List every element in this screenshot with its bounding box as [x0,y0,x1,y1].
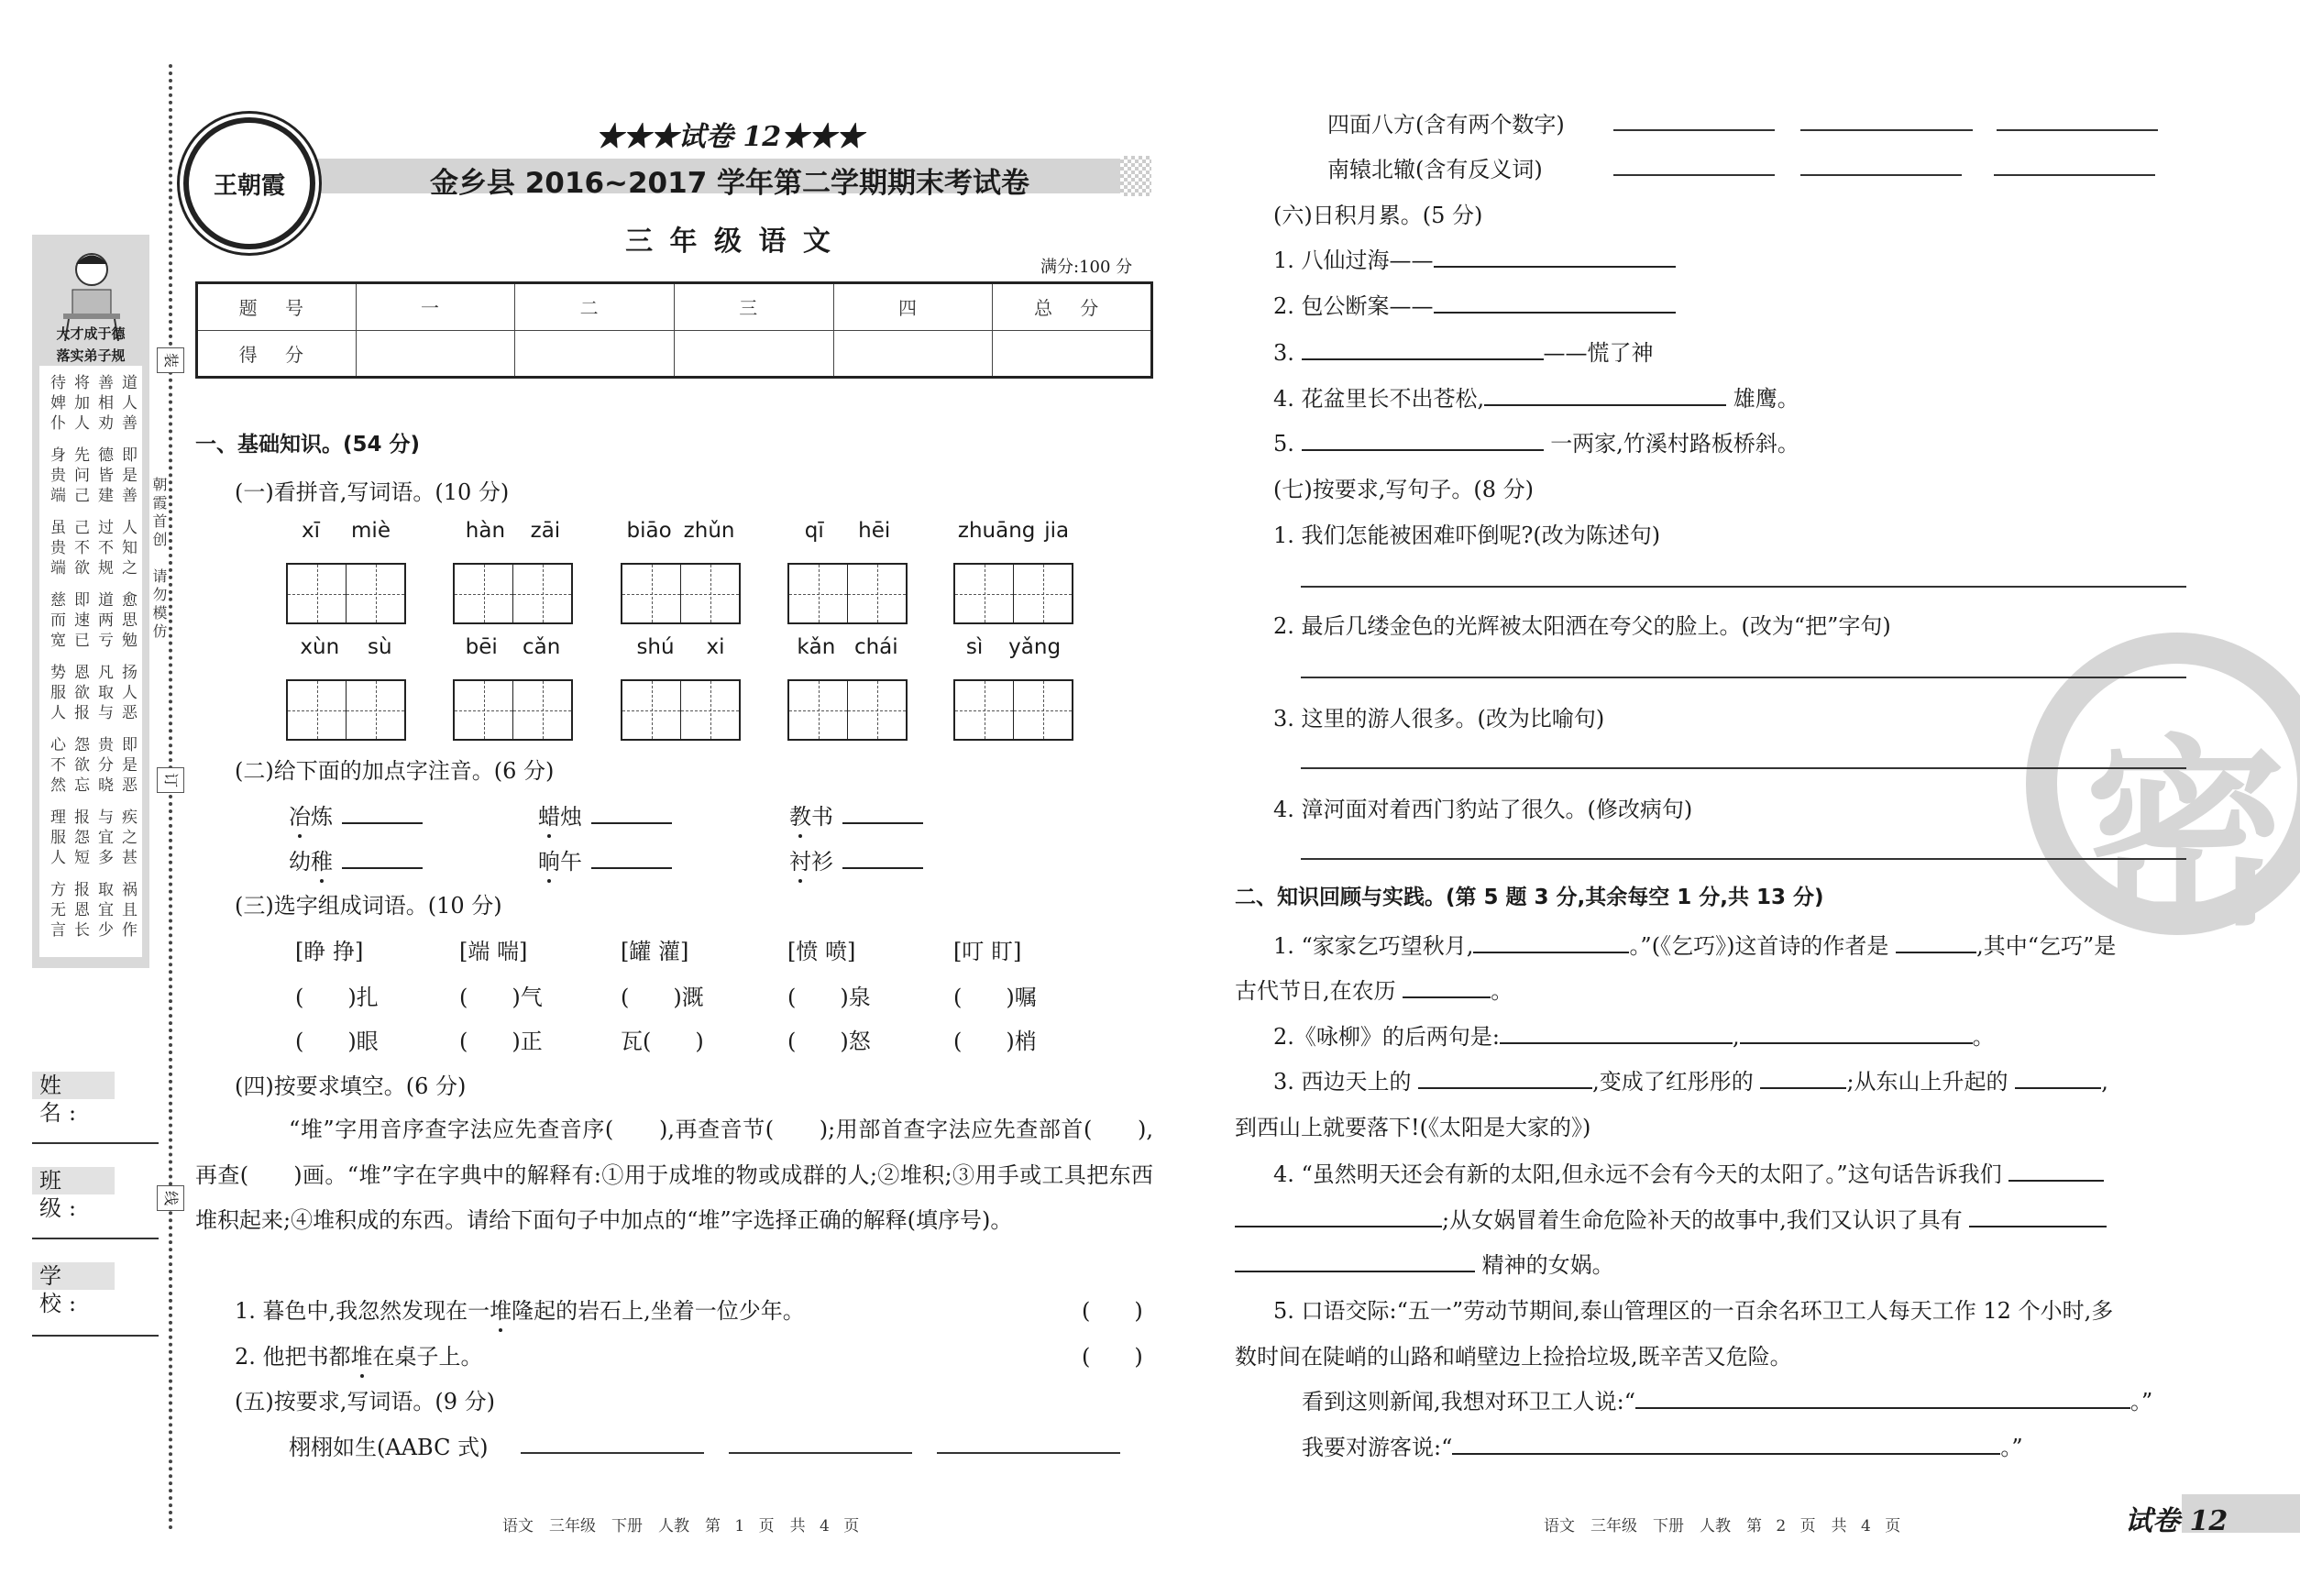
q-text: 5. [1273,431,1294,457]
pinyin-syllable: xi [706,635,725,659]
part2-heading: 二、知识回顾与实践。(第 5 题 3 分,其余每空 1 分,共 13 分) [1235,886,1824,909]
part2-q1-cont [1235,973,1513,1005]
answer-blank[interactable] [591,804,672,824]
answer-blank[interactable] [842,849,923,869]
poem-row: 慈即道愈 [50,591,146,610]
score-input-cell[interactable] [674,330,833,378]
word-char: 衬 [789,843,811,875]
poem-row: 而速两思 [50,611,146,630]
sentence-task-2: 2. 最后几缕金色的光辉被太阳洒在夸父的脸上。(改为“把”字句) [1273,613,1891,639]
word-blank[interactable]: ( )泉 [787,985,871,1010]
school-field[interactable] [32,1335,159,1337]
part2-q4-cont2 [1235,1247,1614,1279]
q-text: 精神的女娲。 [1481,1252,1614,1278]
word-blank[interactable]: ( )扎 [295,985,379,1010]
writing-grid[interactable] [787,563,908,624]
char-choice-group: [叮 盯] [953,939,1022,964]
word-blank[interactable]: ( )嘱 [953,985,1037,1010]
score-table-score-row [197,330,1152,378]
answer-blank[interactable] [1302,431,1544,451]
word-blank[interactable]: ( )溉 [621,985,704,1010]
poem-row: 虽己过人 [50,519,146,537]
side-motto-2: 落实弟子规 [56,347,126,364]
word-char: 冶 [289,798,311,831]
answer-line[interactable] [1301,586,2186,588]
phonetic-item [289,843,423,875]
part2-q5-cont: 数时间在陡峭的山路和峭壁边上捡拾垃圾,既辛苦又危险。 [1235,1344,1792,1370]
phonetic-item [789,798,923,831]
word-char: 炼 [311,804,333,830]
writing-grid[interactable] [953,563,1073,624]
q-text: 3. 西边天上的 [1273,1069,1412,1095]
answer-blank[interactable] [1473,933,1629,953]
pinyin-group [453,635,573,741]
exam-title: 金乡县 2016~2017 学年第二学期期末考试卷 [429,167,1030,200]
writing-cell[interactable] [955,681,1014,739]
writing-cell[interactable] [513,681,571,739]
answer-blank[interactable] [1434,248,1676,268]
side-poem [39,366,146,957]
idiom-item-2 [1273,288,1676,320]
writing-cell[interactable] [1014,681,1072,739]
idiom-item-4 [1273,380,1799,413]
score-input-cell[interactable] [515,330,675,378]
part2-q5: 5. 口语交际:“五一”劳动节期间,泰山管理区的一百余名环卫工人每天工作 12 个小时,多 [1273,1298,2114,1324]
word-blank[interactable]: 瓦( ) [621,1029,704,1054]
poem-row: 无恩宜且 [50,901,146,919]
poem-row: 仆人劝善 [50,414,146,433]
pinyin-syllable: yǎng [1008,635,1062,659]
word-prompt: 南辕北辙(含有反义词) [1327,157,1543,182]
q-text: 看到这则新闻,我想对环卫工人说:“ [1302,1389,1635,1414]
section4-question-2 [235,1338,483,1370]
table-cell: 得 分 [197,330,357,378]
pinyin-label [453,519,573,543]
answer-blank[interactable] [1484,386,1726,406]
q-text: 古代节日,在农历 [1235,978,1396,1004]
name-field[interactable] [32,1142,159,1144]
paper-number: ★★★试卷 12★★★ [595,121,864,153]
pinyin-syllable: miè [351,519,391,543]
part2-q5-tourists [1302,1429,2023,1461]
pinyin-label [787,635,908,659]
part2-q3 [1273,1063,2108,1095]
answer-blank[interactable] [1418,1069,1592,1089]
answer-blank[interactable] [591,849,672,869]
name-label: 姓 名: [32,1072,115,1099]
pinyin-syllable: shú [636,635,675,659]
answer-blank[interactable] [1969,1207,2107,1227]
writing-cell[interactable] [955,565,1014,622]
section5-heading: (五)按要求,写词语。(9 分) [235,1389,495,1414]
char-choice-group: [端 喘] [459,939,528,964]
char-choice-group: [愤 喷] [787,939,856,964]
writing-grid[interactable] [453,563,573,624]
pinyin-syllable: chái [853,635,898,659]
word-char: 幼 [289,849,311,875]
pinyin-group [621,519,741,624]
binding-mark-xian: 线 [157,1185,184,1211]
writing-grid[interactable] [453,679,573,741]
corner-paper-number: 试卷 12 [2125,1505,2228,1537]
word-char: 衫 [811,849,833,875]
answer-line[interactable] [1800,129,1973,131]
class-field[interactable] [32,1238,159,1239]
table-cell: 总 分 [993,283,1152,331]
q-text: , [2101,1069,2108,1095]
exam-subtitle: 三 年 级 语 文 [625,226,834,258]
q-text: ——慌了神 [1543,340,1654,366]
q-text: 。 [1972,1024,1995,1050]
poem-row: 然忘晓恶 [50,776,146,795]
answer-paren[interactable]: ( ) [1082,1344,1143,1370]
pinyin-label [286,635,406,659]
score-table [195,281,1153,379]
q-text: 。 [1491,978,1513,1004]
q-text: 一两家,竹溪村路板桥斜。 [1550,431,1799,457]
pinyin-group [453,519,573,624]
poem-row: 婢加相人 [50,394,146,413]
poem-row: 贵不不知 [50,539,146,557]
writing-cell[interactable] [848,681,906,739]
table-cell: 题 号 [197,283,357,331]
pinyin-syllable: zāi [530,519,561,543]
writing-grid[interactable] [787,679,908,741]
q-text: 1. 八仙过海—— [1273,248,1434,273]
q-text: 隆起的岩石上,坐着一位少年。 [512,1298,805,1324]
score-input-cell[interactable] [833,330,993,378]
section2-heading: (二)给下面的加点字注音。(6 分) [235,758,555,784]
word-blank[interactable]: ( )正 [459,1029,543,1054]
q-text: , [1732,1024,1740,1050]
score-table-header-row [197,283,1152,331]
writing-cell[interactable] [347,565,404,622]
pinyin-syllable: bēi [465,635,498,659]
writing-grid[interactable] [286,679,406,741]
sentence-task-3: 3. 这里的游人很多。(改为比喻句) [1273,706,1605,732]
writing-cell[interactable] [455,681,513,739]
table-cell: 四 [833,283,993,331]
table-cell: 三 [674,283,833,331]
binding-mark-ding: 订 [157,767,184,793]
writing-cell[interactable] [681,681,739,739]
section6-heading: (六)日积月累。(5 分) [1273,203,1483,228]
dotted-char: 堆 [351,1338,373,1370]
full-score: 满分:100 分 [1040,258,1133,277]
word-prompt: 栩栩如生(AABC 式) [289,1435,489,1460]
q-text: 我要对游客说:“ [1302,1435,1453,1460]
pinyin-group [286,519,406,624]
writing-cell[interactable] [347,681,404,739]
pinyin-label [787,519,908,543]
writing-cell[interactable] [455,565,513,622]
q-text: 1. “家家乞巧望秋月, [1273,933,1474,959]
pinyin-label [453,635,573,659]
q-text: 。” [2129,1389,2153,1414]
binding-mark-zhuang: 装 [157,347,184,373]
section4-question-1 [235,1293,805,1325]
pinyin-label [621,635,741,659]
pinyin-syllable: zhǔn [683,519,735,543]
writing-grid[interactable] [953,679,1073,741]
poem-row: 身先德即 [50,446,146,465]
poem-block [50,373,146,434]
answer-blank[interactable] [1452,1435,2000,1455]
writing-cell[interactable] [622,565,681,622]
writing-cell[interactable] [622,681,681,739]
poem-row: 人报与恶 [50,704,146,722]
class-label: 班 级: [32,1167,115,1194]
score-input-cell[interactable] [993,330,1152,378]
q-text: 4. 花盆里长不出苍松, [1273,386,1485,412]
answer-line[interactable] [521,1452,704,1454]
dotted-char: 堆 [490,1293,512,1325]
pinyin-syllable: xī [302,519,321,543]
poem-block [50,590,146,651]
poem-row: 方报取祸 [50,881,146,899]
poem-row: 服怨宜之 [50,829,146,847]
answer-blank[interactable] [342,804,423,824]
answer-blank[interactable] [342,849,423,869]
writing-cell[interactable] [288,681,347,739]
poem-block [50,446,146,506]
answer-line[interactable] [1613,174,1775,176]
writing-cell[interactable] [681,565,739,622]
binding-dotted-line [169,64,172,1531]
part2-q1 [1273,928,2116,960]
score-input-cell[interactable] [356,330,515,378]
pinyin-label [286,519,406,543]
word-char: 稚 [311,843,333,875]
pinyin-syllable: xùn [300,635,340,659]
school-label: 学 校: [32,1262,115,1290]
pinyin-syllable: hēi [858,519,891,543]
poem-row: 心怨贵即 [50,736,146,754]
section4-paragraph: “堆”字用音序查字法应先查音序( ),再查音节( );用部首查字法应先查部首( ),再查( )画。“堆”字在字典中的解释有:①用于成堆的物或成群的人;②堆积;③用手或工具把东西堆积起来;④堆积成的东西。请给下面句子中加点的“堆”字选择正确的解释(填序号)。 [195,1117,1153,1233]
answer-blank[interactable] [1235,1207,1442,1227]
footer-page-2: 语文 三年级 下册 人教 第 2 页 共 4 页 [1544,1517,1901,1535]
poem-row: 宽已亏勉 [50,632,146,650]
q-text: ,其中“乞巧”是 [1976,933,2117,959]
poem-row: 理报与疾 [50,809,146,827]
answer-blank[interactable] [1760,1069,1846,1089]
poem-row: 贵问皆是 [50,467,146,485]
answer-line[interactable] [1997,129,2158,131]
table-cell: 一 [356,283,515,331]
answer-line[interactable] [1301,858,2186,860]
q-text: 2. 包公断案—— [1273,293,1434,319]
part2-q2 [1273,1018,1995,1051]
sentence-task-4: 4. 漳河面对着西门豹站了很久。(修改病句) [1273,797,1693,822]
word-blank[interactable]: ( )眼 [295,1029,379,1054]
answer-blank[interactable] [1434,293,1676,314]
writing-cell[interactable] [288,565,347,622]
section1-heading: (一)看拼音,写词语。(10 分) [235,479,510,505]
poem-block [50,880,146,941]
pinyin-group [787,519,908,624]
pinyin-group [953,635,1073,741]
pinyin-group [953,519,1073,624]
q-text: 雄鹰。 [1733,386,1799,412]
part2-q5-workers [1302,1383,2152,1415]
pinyin-syllable: zhuāng [957,519,1036,543]
writing-cell[interactable] [1014,565,1072,622]
phonetic-item [538,843,672,875]
pinyin-label [621,519,741,543]
answer-paren[interactable]: ( ) [1082,1298,1143,1324]
word-char: 蜡 [538,798,560,831]
phonetic-item [289,798,423,831]
answer-blank[interactable] [1302,340,1544,360]
section7-heading: (七)按要求,写句子。(8 分) [1273,477,1534,502]
q-text: 2. 他把书都 [235,1344,351,1370]
writing-cell[interactable] [789,565,848,622]
q-text: 1. 暮色中,我忽然发现在一 [235,1298,490,1324]
poem-block [50,663,146,723]
q-text: 。” [2000,1435,2023,1460]
char-choice-group: [睁 挣] [295,939,364,964]
idiom-item-1 [1273,242,1676,274]
answer-blank[interactable] [1500,1024,1733,1044]
word-char: 书 [811,804,833,830]
part2-q4-cont [1235,1202,2107,1234]
q-text: ,变成了红彤彤的 [1592,1069,1754,1095]
side-motto-1: 大才成于德 [56,325,126,342]
writing-grid[interactable] [621,679,741,741]
idiom-item-3 [1273,335,1654,367]
pinyin-group [286,635,406,741]
word-char: 晌 [538,843,560,875]
answer-blank[interactable] [1635,1389,2130,1409]
side-vertical-note: 朝霞首创 请勿模仿 [150,477,168,642]
answer-blank[interactable] [2008,1161,2104,1182]
word-prompt: 四面八方(含有两个数字) [1327,112,1565,138]
pinyin-syllable: hàn [465,519,506,543]
q-text: 。”(《乞巧》)这首诗的作者是 [1629,933,1889,959]
poem-row: 端己建善 [50,487,146,505]
pinyin-syllable: cǎn [523,635,561,659]
answer-blank[interactable] [1235,1252,1475,1272]
part1-heading: 一、基础知识。(54 分) [195,433,421,457]
poem-block [50,735,146,796]
answer-blank[interactable] [2015,1069,2101,1089]
word-blank[interactable]: ( )梢 [953,1029,1037,1054]
part2-q3-cont: 到西山上就要落下!(《太阳是大家的》) [1235,1115,1591,1140]
word-blank[interactable]: ( )怒 [787,1029,871,1054]
phonetic-item [789,843,923,875]
publisher-logo [183,117,315,249]
answer-line[interactable] [1994,174,2155,176]
pinyin-syllable: kǎn [797,635,836,659]
answer-blank[interactable] [1896,933,1976,953]
answer-blank[interactable] [842,804,923,824]
writing-cell[interactable] [848,565,906,622]
idiom-item-5 [1273,425,1799,457]
watermark-char: 密 [2085,718,2287,952]
word-char: 午 [560,849,582,875]
word-char: 教 [789,798,811,831]
pinyin-syllable: qī [804,519,824,543]
side-panel [32,235,149,968]
pinyin-group [787,635,908,741]
pinyin-label [953,519,1073,543]
answer-line[interactable] [729,1452,912,1454]
answer-line[interactable] [1301,767,2186,769]
answer-blank[interactable] [1740,1024,1973,1044]
pinyin-syllable: biāo [626,519,672,543]
answer-blank[interactable] [1403,978,1491,998]
pinyin-syllable: sì [965,635,984,659]
section3-heading: (三)选字组成词语。(10 分) [235,893,502,919]
answer-line[interactable] [937,1452,1120,1454]
pinyin-group [621,635,741,741]
table-cell: 二 [515,283,675,331]
q-text: ;从东山上升起的 [1846,1069,2008,1095]
poem-block [50,518,146,578]
word-blank[interactable]: ( )气 [459,985,543,1010]
poem-row: 言长少作 [50,921,146,940]
writing-cell[interactable] [513,565,571,622]
pinyin-syllable: sù [368,635,392,659]
poem-row: 服欲取人 [50,684,146,702]
sentence-task-1: 1. 我们怎能被困难吓倒呢?(改为陈述句) [1273,523,1661,548]
poem-row: 端欲规之 [50,559,146,578]
poem-row: 势恩凡扬 [50,664,146,682]
poem-row: 人短多甚 [50,849,146,867]
writing-grid[interactable] [621,563,741,624]
q-text: 在桌子上。 [372,1344,483,1370]
char-choice-group: [罐 灌] [621,939,689,964]
word-char: 烛 [560,804,582,830]
poem-block [50,808,146,868]
footer-page-1: 语文 三年级 下册 人教 第 1 页 共 4 页 [502,1517,860,1535]
q-text: 4. “虽然明天还会有新的太阳,但永远不会有今天的太阳了。”这句话告诉我们 [1273,1161,2002,1187]
answer-line[interactable] [1301,677,2186,678]
answer-line[interactable] [1613,129,1775,131]
writing-grid[interactable] [286,563,406,624]
poem-row: 待将善道 [50,374,146,392]
q-text: ;从女娲冒着生命危险补天的故事中,我们又认识了具有 [1442,1207,1963,1233]
q-text: 2.《咏柳》的后两句是: [1273,1024,1500,1050]
pinyin-label [953,635,1073,659]
pinyin-syllable: jia [1044,519,1070,543]
poem-row: 不欲分是 [50,756,146,775]
part2-q4 [1273,1156,2104,1188]
q-text: 3. [1273,340,1294,366]
answer-line[interactable] [1800,174,1962,176]
logo-text: 王朝霞 [213,172,285,200]
section4-heading: (四)按要求填空。(6 分) [235,1073,467,1099]
phonetic-item [538,798,672,831]
writing-cell[interactable] [789,681,848,739]
